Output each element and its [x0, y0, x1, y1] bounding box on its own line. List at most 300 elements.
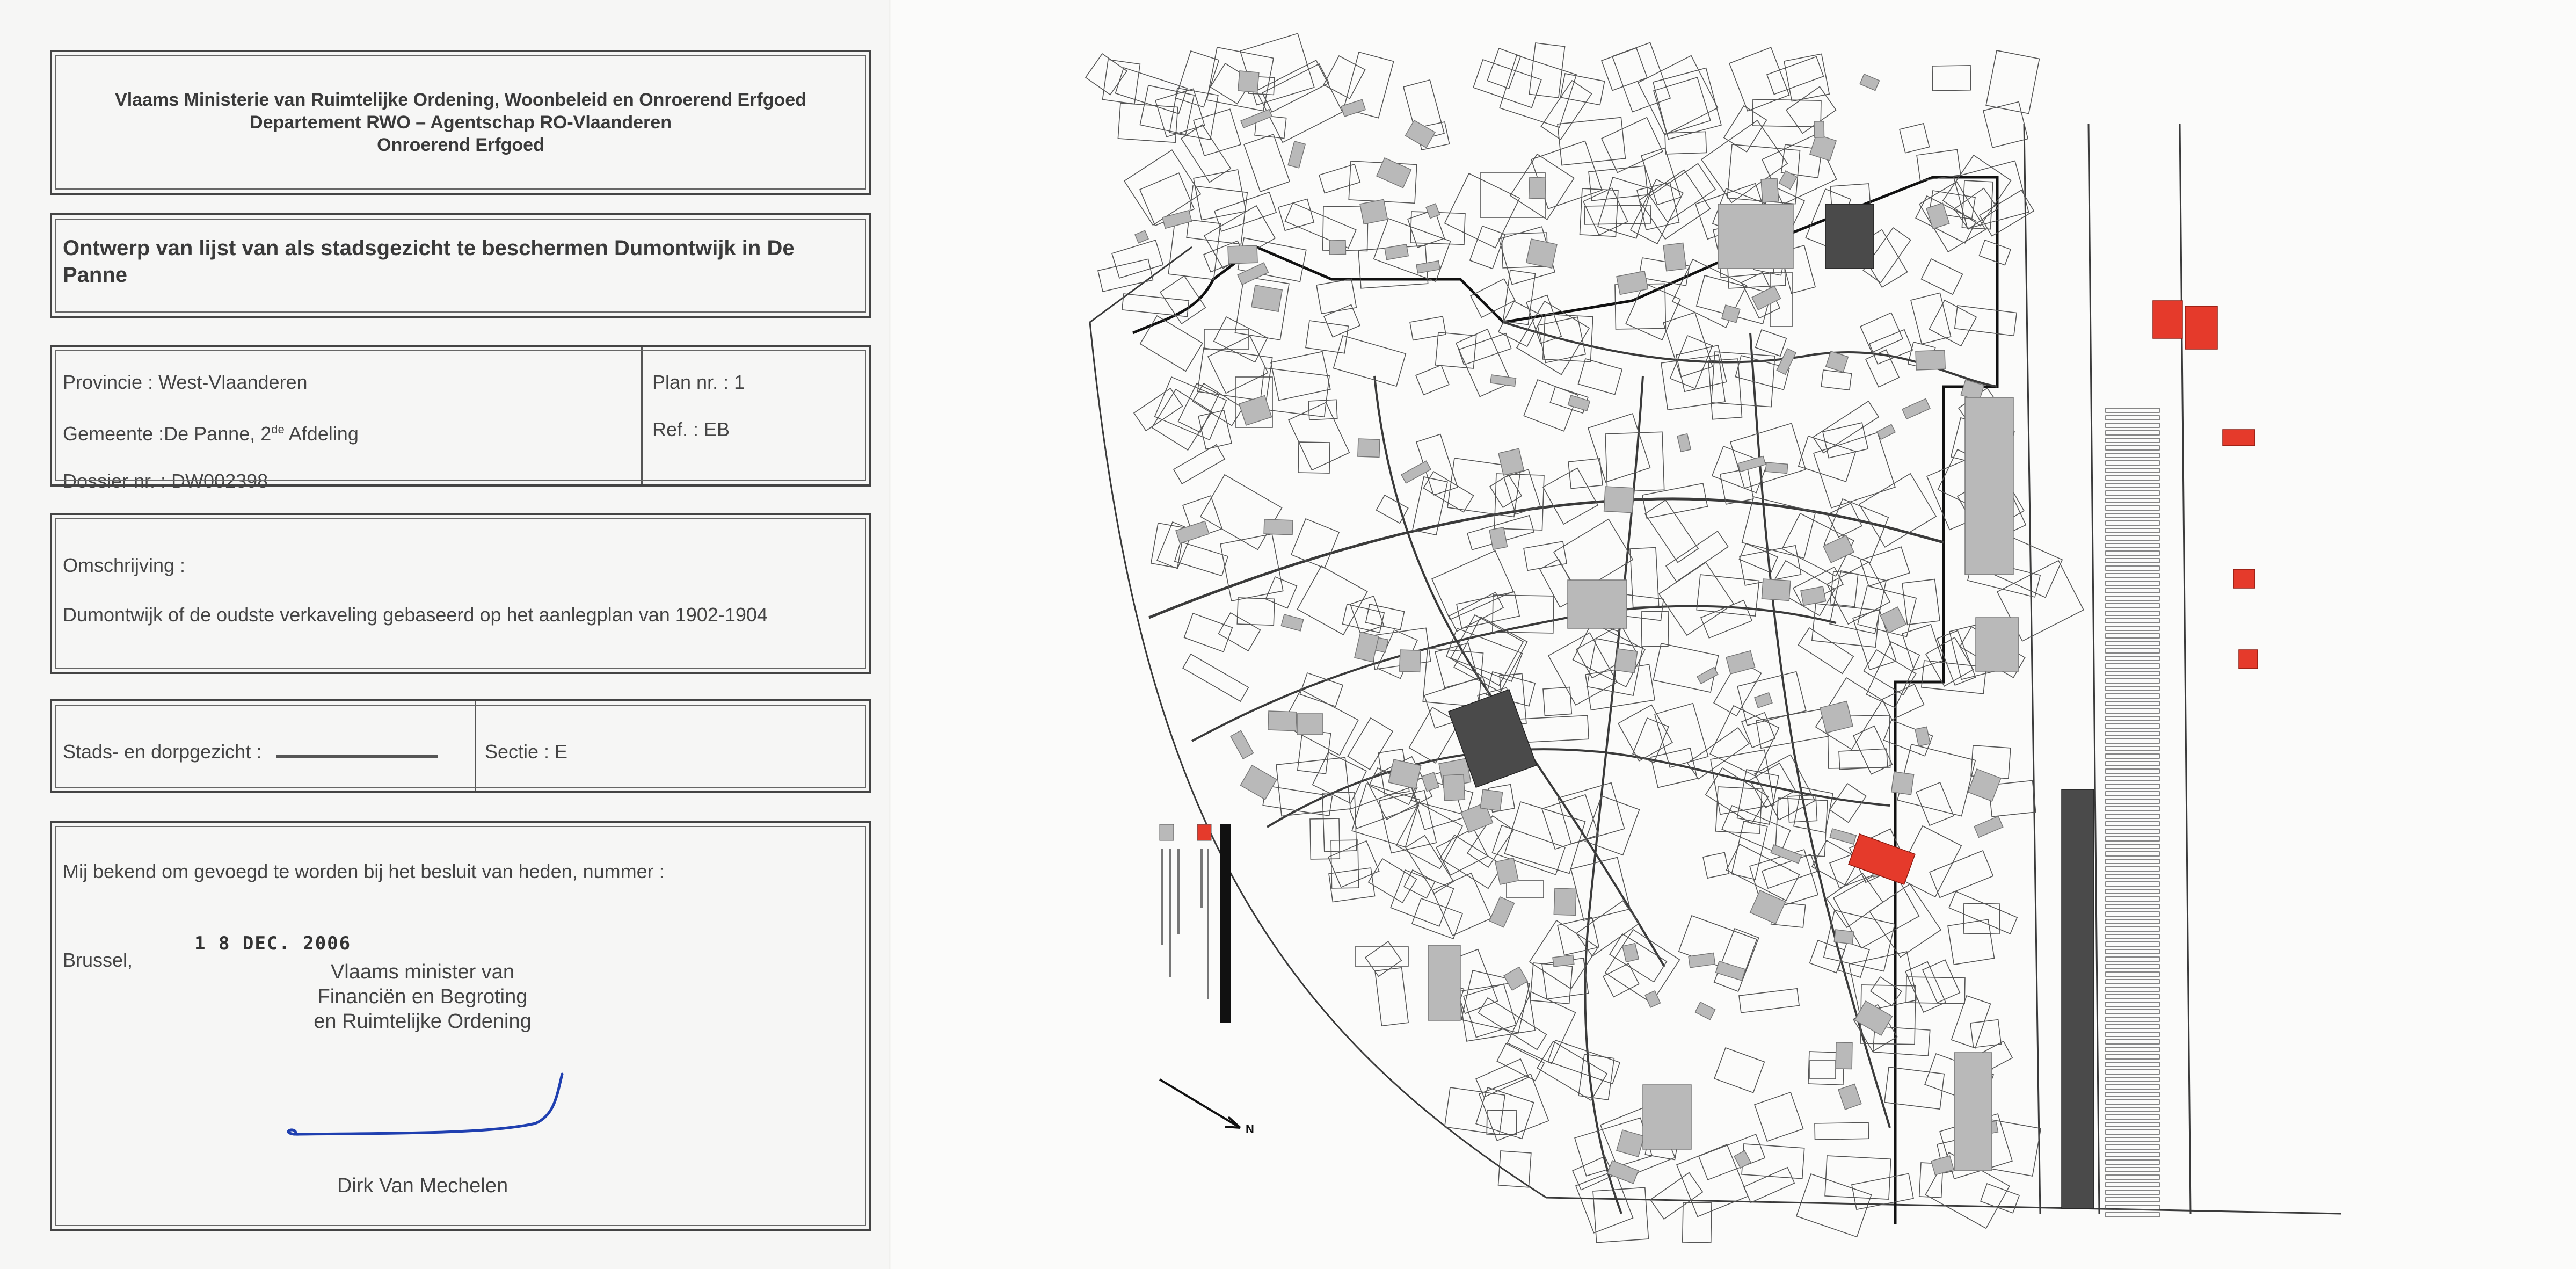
beach-cabin	[2106, 837, 2159, 841]
beach-cabin	[2106, 844, 2159, 849]
beach-cabin	[2106, 1047, 2159, 1052]
grey-building	[1801, 586, 1826, 605]
grey-building	[1385, 244, 1408, 260]
parcel	[1659, 562, 1734, 635]
parcel	[1756, 709, 1828, 748]
parcel	[1813, 401, 1879, 453]
grey-building	[1734, 1151, 1751, 1168]
grey-building	[1176, 521, 1209, 543]
municipality-field	[63, 406, 630, 458]
parcel	[1291, 519, 1339, 568]
beach-cabin	[2106, 1077, 2159, 1082]
parcel	[1375, 968, 1408, 1026]
parcel	[1755, 755, 1815, 820]
protected-building-4	[2233, 569, 2255, 588]
grey-building	[1416, 261, 1440, 273]
plan-field: Plan nr. : 1	[652, 371, 745, 393]
parcel	[1240, 33, 1314, 105]
cadastral-map	[891, 0, 2576, 1269]
beach-cabin	[2106, 762, 2159, 766]
promenade-line-a	[2024, 124, 2040, 1214]
document-title-box	[50, 213, 871, 318]
beach-cabin	[2106, 784, 2159, 788]
parcel	[1369, 859, 1417, 903]
parcel	[1194, 109, 1241, 156]
parcel	[1306, 321, 1348, 353]
grey-building	[1607, 1161, 1639, 1184]
minister-title	[310, 960, 535, 1034]
approval-place: Brussel,	[63, 949, 133, 971]
grey-building	[1915, 727, 1930, 746]
parcel	[1568, 459, 1603, 489]
beach-cabin	[2106, 423, 2159, 427]
approval-text: Mij bekend om gevoegd te worden bij het besluit van heden, nummer :	[63, 860, 665, 882]
beach-cabin	[2106, 829, 2159, 833]
parcel	[1175, 542, 1228, 576]
parcel	[1329, 868, 1375, 902]
grey-building	[1604, 487, 1634, 513]
parcel	[1319, 164, 1360, 193]
beach-cabin	[2106, 483, 2159, 488]
parcel	[1155, 377, 1226, 440]
date-stamp: 1 8 DEC. 2006	[194, 933, 352, 954]
info-right	[643, 347, 869, 508]
parcel	[1432, 873, 1491, 936]
parcel	[1900, 124, 1930, 153]
parcel	[1316, 279, 1356, 314]
grey-building	[1663, 243, 1686, 271]
grey-building	[1341, 99, 1365, 117]
parcel	[1298, 730, 1331, 774]
parcel	[1979, 240, 2011, 265]
beach-cabin	[2106, 589, 2159, 593]
grey-building	[1422, 772, 1439, 791]
grey-building	[1771, 845, 1801, 864]
parcel	[1905, 962, 1946, 1012]
parcel	[1654, 77, 1711, 134]
parcel	[1204, 329, 1249, 349]
grey-building	[1288, 141, 1305, 168]
beach-cabin	[2106, 852, 2159, 856]
beach-cabin	[2106, 528, 2159, 533]
municipality-sup: de	[271, 423, 285, 436]
parcel	[1298, 442, 1330, 473]
parcel	[1507, 881, 1544, 898]
parcel	[1932, 66, 1971, 91]
beach-cabin	[2106, 1175, 2159, 1179]
beach-cabin	[2106, 1040, 2159, 1044]
beach-cabin	[2106, 498, 2159, 503]
beach-cabins	[2106, 408, 2159, 1217]
grey-building-block	[1428, 945, 1460, 1020]
grey-building-block	[1643, 1085, 1691, 1149]
parcel	[1603, 963, 1639, 997]
parcel	[1134, 388, 1182, 431]
parcel	[1730, 423, 1806, 488]
beach-cabin	[2106, 1085, 2159, 1089]
parcel	[1220, 534, 1283, 601]
parcel	[1653, 643, 1718, 692]
parcel	[1752, 99, 1821, 127]
grey-building	[1264, 519, 1293, 535]
municipality-suffix: Afdeling	[284, 423, 359, 445]
grey-building	[1716, 961, 1745, 981]
parcel	[1605, 930, 1680, 1003]
beach-cabin	[2106, 461, 2159, 465]
parcel	[1949, 891, 2017, 934]
beach-cabin	[2106, 438, 2159, 443]
parcel	[1300, 673, 1343, 707]
parcel	[1181, 125, 1231, 182]
beach-cabin	[2106, 709, 2159, 713]
parcel	[1187, 186, 1247, 244]
grey-building-block	[1718, 204, 1793, 269]
ministry-header	[50, 50, 871, 195]
beach-cabin	[2106, 1025, 2159, 1029]
grey-building	[1810, 134, 1836, 161]
parcel	[1962, 180, 1993, 229]
section-field: Sectie : E	[485, 741, 568, 763]
protected-building-2	[2153, 301, 2182, 338]
minister-title-line-1: Vlaams minister van	[330, 961, 515, 983]
beach-cabin	[2106, 431, 2159, 435]
document-title: Ontwerp van lijst van als stadsgezicht te beschermen Dumontwijk in De Panne	[63, 236, 795, 287]
parcel	[1825, 1156, 1891, 1199]
map-west-edge	[1090, 247, 1192, 322]
parcel	[1663, 313, 1713, 377]
beach-cabin	[2106, 686, 2159, 691]
minister-title-line-3: en Ruimtelijke Ordening	[314, 1010, 532, 1033]
beach-cabin	[2106, 664, 2159, 668]
form-sheet	[0, 0, 891, 1269]
protected-building-3	[2223, 430, 2255, 446]
grey-building	[1974, 816, 2003, 837]
parcel	[1410, 212, 1465, 244]
parcel	[1219, 613, 1261, 651]
grey-building	[1297, 714, 1323, 735]
parcel	[1923, 960, 1960, 1003]
grey-building	[1401, 461, 1431, 483]
parcel	[1571, 857, 1630, 920]
beach-cabin	[2106, 1160, 2159, 1164]
grey-building	[1826, 351, 1849, 372]
parcel	[1445, 1087, 1505, 1135]
parcel	[1440, 835, 1503, 888]
parcel	[1838, 942, 1869, 977]
parcel	[1208, 336, 1268, 393]
grey-building	[1135, 230, 1148, 243]
protected-buildings	[1849, 301, 2258, 884]
beach-cabin	[2106, 1092, 2159, 1097]
parcel	[1578, 1054, 1614, 1100]
parcel	[1633, 718, 1669, 763]
parcel	[1631, 179, 1683, 244]
parcel	[1423, 472, 1473, 512]
parcel	[1661, 355, 1725, 410]
beach-cabin	[2106, 619, 2159, 623]
parcel	[1981, 1184, 2019, 1213]
grey-building	[1830, 829, 1856, 844]
beach-cabin	[2106, 551, 2159, 555]
parcel	[1585, 796, 1639, 855]
grey-building	[1622, 944, 1639, 962]
map-legend	[1160, 824, 1254, 1136]
grey-building	[1834, 930, 1854, 944]
parcel	[1140, 316, 1203, 371]
beach-cabin	[2106, 679, 2159, 683]
map-sheet	[891, 0, 2576, 1269]
beach-cabin	[2106, 1017, 2159, 1021]
parcel	[1815, 1122, 1869, 1140]
parcel	[1504, 802, 1585, 873]
beach-cabin	[2106, 814, 2159, 818]
grey-building	[1360, 199, 1387, 224]
grey-building	[1498, 448, 1524, 475]
grey-building	[1762, 579, 1790, 600]
grey-building	[1281, 614, 1303, 631]
municipality-text: Gemeente :De Panne, 2	[63, 423, 272, 445]
grey-building	[1406, 120, 1435, 148]
signer-name: Dirk Van Mechelen	[337, 1174, 508, 1197]
parcel	[1289, 402, 1349, 470]
parcel	[1784, 54, 1829, 101]
beach-cabin	[2106, 408, 2159, 412]
protected-building-6	[1849, 834, 1915, 884]
beach-cabin	[2106, 1183, 2159, 1187]
beach-cabin	[2106, 889, 2159, 894]
parcel	[1602, 48, 1647, 90]
grey-building	[1677, 434, 1691, 452]
beach-cabin	[2106, 716, 2159, 721]
beach-cabin	[2106, 792, 2159, 796]
beach-cabin	[2106, 987, 2159, 991]
beach-cabin	[2106, 543, 2159, 548]
parcel	[1470, 226, 1505, 269]
beach-cabin	[2106, 506, 2159, 510]
grey-building	[1891, 772, 1914, 795]
grey-building-block	[1954, 1053, 1992, 1171]
parcel	[1529, 43, 1564, 98]
grey-building	[1916, 350, 1945, 370]
parcel	[1739, 989, 1799, 1013]
beach-cabin	[2106, 1107, 2159, 1112]
grey-building	[1554, 888, 1576, 915]
beach-cabin	[2106, 904, 2159, 909]
parcel	[1916, 782, 1954, 825]
grey-building	[1689, 953, 1715, 967]
grey-building	[1722, 305, 1740, 323]
grey-building	[1766, 462, 1788, 473]
beach-cabin	[2106, 1122, 2159, 1127]
grey-building	[1838, 1084, 1861, 1110]
grey-building	[1251, 285, 1282, 311]
parcel	[1276, 758, 1350, 816]
grey-building	[1358, 439, 1380, 457]
parcel	[1871, 977, 1902, 1005]
parcel	[1729, 47, 1789, 111]
parcel	[1323, 56, 1365, 99]
parcel	[1922, 259, 1963, 294]
beach-cabin	[2106, 694, 2159, 698]
parcel	[1744, 1168, 1794, 1202]
parcel	[1812, 604, 1880, 647]
grey-building	[1617, 1130, 1644, 1157]
parcel	[1271, 352, 1330, 401]
parcel	[1703, 852, 1729, 878]
beach-cabin	[2106, 980, 2159, 984]
grey-building	[1755, 693, 1772, 708]
grey-building	[1761, 178, 1779, 202]
beach-cabin	[2106, 1010, 2159, 1014]
beach-cabin	[2106, 949, 2159, 954]
beach-cabin	[2106, 807, 2159, 811]
beach-cabin	[2106, 754, 2159, 758]
parcel	[1983, 102, 2028, 148]
beach-cabin	[2106, 867, 2159, 871]
grey-building	[1695, 1002, 1715, 1020]
grey-building	[1480, 789, 1503, 811]
dark-building-seawall	[2062, 789, 2094, 1208]
approval-box	[50, 821, 871, 1231]
parcel	[1198, 410, 1232, 449]
parcel	[1548, 1040, 1620, 1084]
parcel	[1541, 81, 1591, 140]
beach-cabin	[2106, 1168, 2159, 1172]
grey-building	[1228, 245, 1257, 264]
parcel	[1237, 598, 1275, 625]
ministry-line-3: Onroerend Erfgoed	[377, 135, 544, 155]
parcel	[1612, 42, 1670, 112]
grey-building	[1814, 121, 1824, 137]
beach-cabin	[2106, 1115, 2159, 1119]
ministry-line-1: Vlaams Ministerie van Ruimtelijke Ordening, Woonbeleid en Onroerend Erfgoed	[115, 90, 806, 110]
grey-building	[1355, 632, 1379, 662]
grey-building	[1823, 535, 1854, 563]
parcel	[1543, 468, 1598, 524]
beach-cabin	[2106, 912, 2159, 916]
beach-cabin	[2106, 1137, 2159, 1142]
grey-building-block	[1976, 618, 2019, 671]
cityscape-left	[52, 701, 476, 791]
parcel	[1714, 1048, 1764, 1093]
parcel	[1410, 316, 1446, 340]
parcel	[1578, 359, 1622, 395]
beach-cabin	[2106, 1198, 2159, 1202]
protected-building-1	[2185, 306, 2217, 349]
province-field: Provincie : West-Vlaanderen	[63, 371, 308, 393]
parcel	[1548, 633, 1617, 705]
parcel	[1799, 436, 1856, 482]
beach-cabin	[2106, 1100, 2159, 1104]
parcel	[1598, 177, 1651, 238]
beach-cabin	[2106, 1152, 2159, 1157]
parcel	[1948, 919, 1994, 965]
parcel	[1487, 48, 1520, 89]
beach-cabin	[2106, 897, 2159, 901]
beach-cabin	[2106, 416, 2159, 420]
beach-cabin	[2106, 1062, 2159, 1067]
beach-cabin	[2106, 641, 2159, 646]
grey-building	[1489, 897, 1514, 927]
beach-cabin	[2106, 822, 2159, 826]
parcel	[1176, 51, 1219, 107]
minister-title-line-2: Financiën en Begroting	[317, 985, 528, 1008]
beach-cabin	[2106, 731, 2159, 736]
parcel	[1530, 963, 1573, 1004]
grey-building	[1931, 1156, 1954, 1175]
parcel	[1839, 749, 1888, 770]
info-left	[52, 347, 643, 492]
parcel	[1902, 579, 1940, 625]
beach-cabin	[2106, 566, 2159, 570]
parcel	[1602, 118, 1663, 173]
beach-cabin	[2106, 574, 2159, 578]
beach-cabin	[2106, 965, 2159, 969]
grey-building	[1880, 607, 1906, 633]
beach-cabin	[2106, 634, 2159, 638]
parcel	[1687, 728, 1749, 779]
parcel	[1168, 218, 1220, 280]
parcel	[1665, 132, 1706, 154]
cityscape-box	[50, 699, 871, 793]
boundary-line-symbol	[276, 755, 438, 758]
parcel	[1244, 134, 1290, 192]
grey-building	[1779, 171, 1797, 189]
parcel	[1930, 851, 1993, 897]
parcel	[1379, 791, 1436, 853]
grey-building	[1750, 890, 1786, 924]
parcel	[1112, 240, 1163, 278]
parcel	[1416, 365, 1449, 395]
description-text: Dumontwijk of de oudste verkaveling gebaseerd op het aanlegplan van 1902-1904	[63, 604, 768, 626]
parcel	[1183, 654, 1248, 701]
parcel	[1666, 531, 1728, 582]
info-box	[50, 345, 871, 492]
parcel	[1737, 672, 1806, 726]
parcel	[1348, 718, 1393, 770]
beach-cabin	[2106, 596, 2159, 600]
parcel	[1324, 305, 1360, 337]
beach-cabin	[2106, 777, 2159, 781]
grey-building	[1529, 177, 1546, 199]
beach-cabin	[2106, 882, 2159, 886]
beach-cabin	[2106, 581, 2159, 585]
parcel	[1756, 330, 1787, 356]
parcel	[1457, 592, 1519, 628]
beach-cabin	[2106, 453, 2159, 458]
parcel	[1650, 1173, 1702, 1220]
beach-cabin	[2106, 1145, 2159, 1149]
grey-building	[1877, 424, 1895, 439]
parcel	[1152, 389, 1212, 450]
parcel	[1508, 992, 1576, 1064]
beach-cabin	[2106, 671, 2159, 676]
beach-cabin	[2106, 559, 2159, 563]
beach-cabin	[2106, 476, 2159, 480]
parcel	[1423, 648, 1483, 707]
promenade-line-c	[2180, 124, 2191, 1214]
beach-cabin	[2106, 934, 2159, 939]
ministry-line-2: Departement RWO – Agentschap RO-Vlaanderen	[250, 112, 672, 133]
parcel	[1487, 1110, 1517, 1135]
beach-cabin	[2106, 957, 2159, 961]
north-label: N	[1246, 1122, 1254, 1136]
grey-building	[1820, 701, 1853, 733]
parcel	[1642, 483, 1707, 518]
beach-cabin	[2106, 1055, 2159, 1059]
parcel	[1432, 551, 1513, 620]
parcel	[1739, 543, 1777, 572]
